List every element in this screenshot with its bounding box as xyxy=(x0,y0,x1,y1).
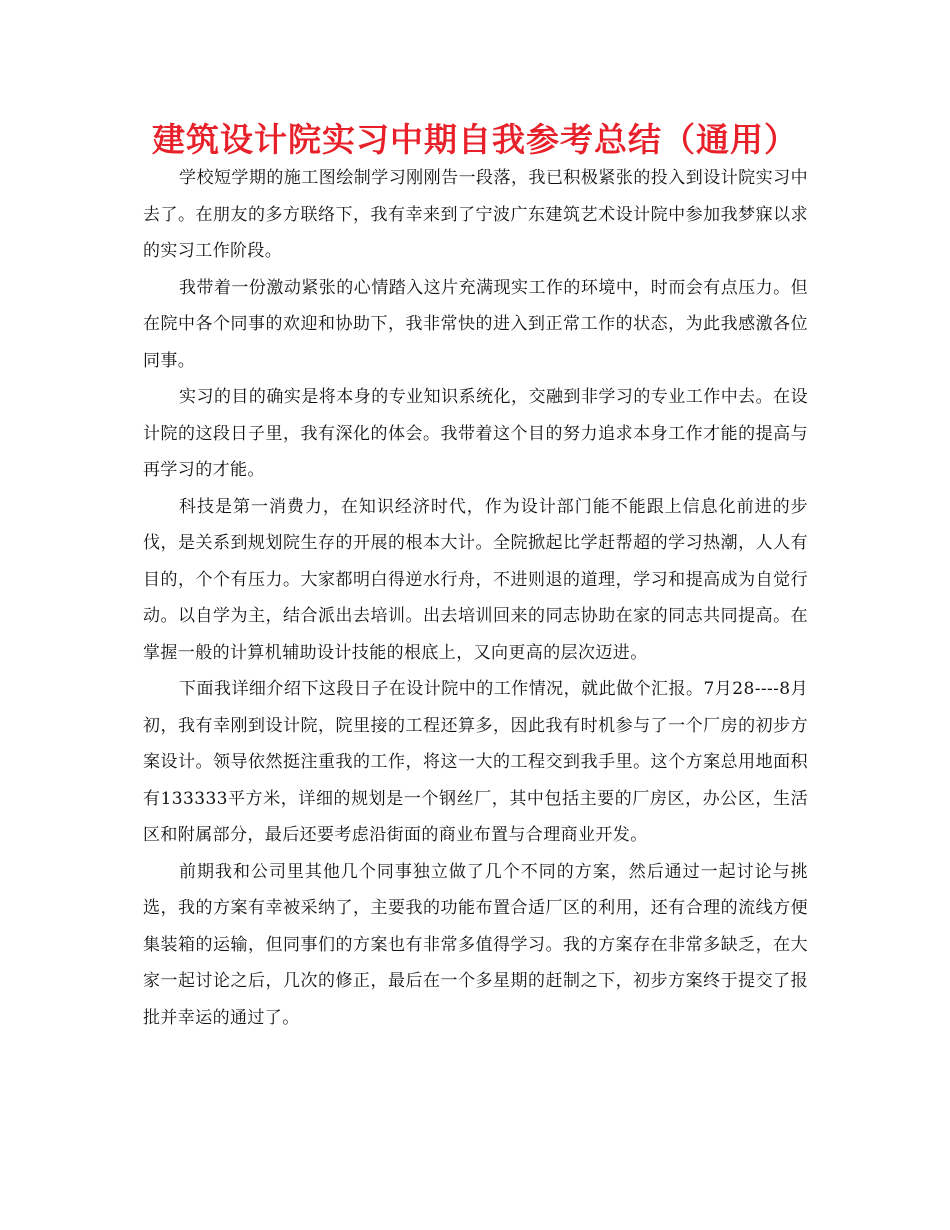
document-title: 建筑设计院实习中期自我参考总结（通用） xyxy=(152,120,798,159)
paragraph-1: 学校短学期的施工图绘制学习刚刚告一段落，我已积极紧张的投入到设计院实习中去了。在朋友的多方联络下，我有幸来到了宁波广东建筑艺术设计院中参加我梦寐以求的实习工作阶段。 xyxy=(143,168,808,261)
paragraph-5: 下面我详细介绍下这段日子在设计院中的工作情况，就此做个汇报。7月28----8月初，我有幸刚到设计院，院里接的工程还算多，因此我有时机参与了一个厂房的初步方案设计。领导依然挺注重我的工作，将这一大的工程交到我手里。这个方案总用地面积有133333平方米，详细的规划是一个钢丝厂，其中包括主要的厂房区，办公区，生活区和附属部分，最后还要考虑沿街面的商业布置与合理商业开发。 xyxy=(143,679,808,845)
paragraph-6: 前期我和公司里其他几个同事独立做了几个不同的方案，然后通过一起讨论与挑选，我的方案有幸被采纳了，主要我的功能布置合适厂区的利用，还有合理的流线方便集装箱的运输，但同事们的方案也有非常多值得学习。我的方案存在非常多缺乏，在大家一起讨论之后，几次的修正，最后在一个多星期的赶制之下，初步方案终于提交了报批并幸运的通过了。 xyxy=(143,861,808,1028)
paragraph-3: 实习的目的确实是将本身的专业知识系统化，交融到非学习的专业工作中去。在设计院的这段日子里，我有深化的体会。我带着这个目的努力追求本身工作才能的提高与再学习的才能。 xyxy=(143,387,808,480)
document-body xyxy=(143,160,808,1036)
paragraph-4: 科技是第一消费力，在知识经济时代，作为设计部门能不能跟上信息化前进的步伐，是关系到规划院生存的开展的根本大计。全院掀起比学赶帮超的学习热潮，人人有目的，个个有压力。大家都明白得逆水行舟，不进则退的道理，学习和提高成为自觉行动。以自学为主，结合派出去培训。出去培训回来的同志协助在家的同志共同提高。在掌握一般的计算机辅助设计技能的根底上，又向更高的层次迈进。 xyxy=(143,496,808,663)
paragraph-2: 我带着一份激动紧张的心情踏入这片充满现实工作的环境中，时而会有点压力。但在院中各个同事的欢迎和协助下，我非常快的进入到正常工作的状态，为此我感激各位同事。 xyxy=(143,277,808,371)
